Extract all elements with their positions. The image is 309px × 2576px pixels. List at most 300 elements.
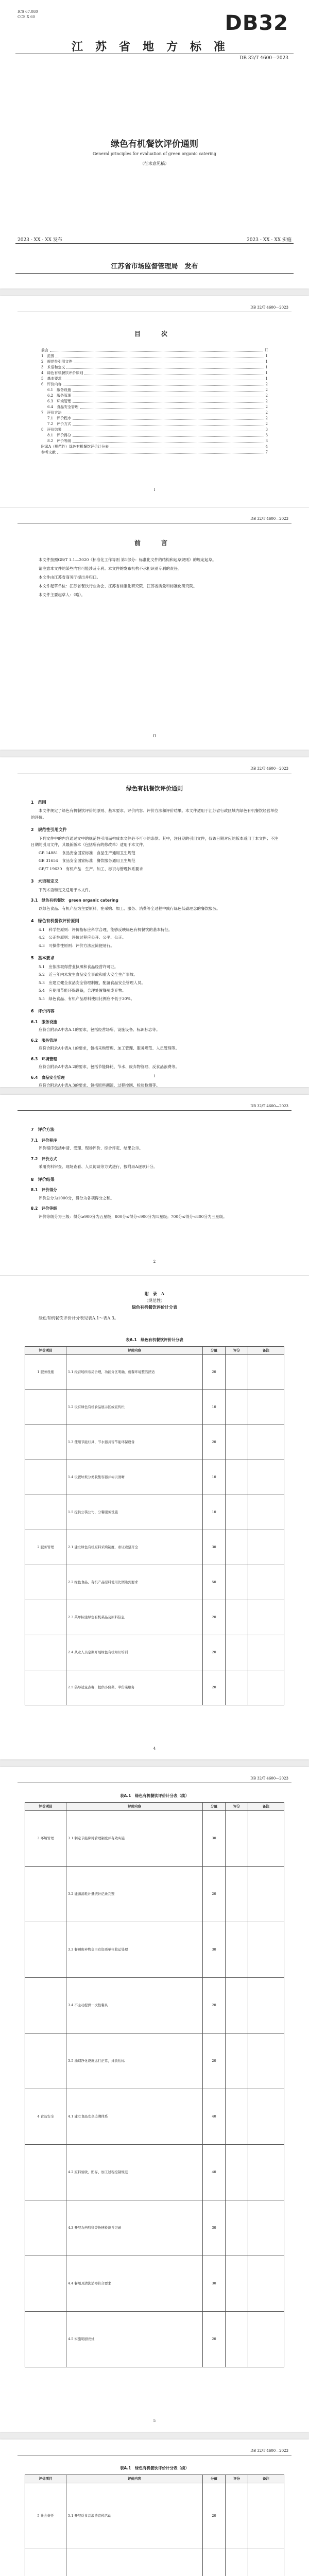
table-header-cell: 评分 (226, 1803, 248, 1811)
toc-item[interactable] (41, 421, 268, 427)
toc-item-page: 1 (265, 365, 268, 369)
paragraph: 以绿色食品、有机产品为主要原料，在采购、加工、服务、消费等全过程中践行绿色低碳理念的餐饮服务。 (39, 906, 220, 911)
table-row (25, 2200, 284, 2256)
subsection-heading: 6.1 服务设施 (31, 1019, 57, 1024)
table-row (25, 1390, 284, 1425)
header-rule (18, 1110, 291, 1111)
category-cell: 2 服务管理 (25, 1530, 66, 1565)
page-number: 4 (153, 1747, 156, 1751)
rating-cell[interactable] (226, 1635, 248, 1670)
item-cell: 3.4 不主动提供一次性餐具 (66, 1978, 203, 2033)
table-header-cell: 分值 (203, 1803, 226, 1811)
body-page-1 (0, 757, 309, 1087)
category-cell (25, 1425, 66, 1460)
remark-cell[interactable] (248, 1530, 284, 1565)
page-number: 1 (153, 1074, 156, 1078)
page-header-number: DB 32/T 4600—2023 (250, 1104, 288, 1108)
table-row (25, 1530, 284, 1565)
score-table (25, 2475, 284, 2576)
paragraph: 应符合附录A中表A.3的要求，包括原料溯源、过程控制、检验检测等。 (39, 1083, 160, 1087)
table-header-row (25, 1803, 284, 1811)
category-cell (25, 2145, 66, 2200)
item-cell: 1.2 设有绿色有机食品展示区或宣传栏 (66, 1390, 203, 1425)
paragraph: 评价等级分为三级：得分≥900分为五星级；800分≤得分<900分为四星级；700分≤得分<800分为三星级。 (39, 1214, 227, 1219)
toc-item-label: 4 绿色有机餐饮评价原则 (41, 371, 83, 375)
issuer: 江苏省市场监督管理局 发布 (111, 263, 198, 270)
paragraph: 下列文件中的内容通过文中的规范性引用而构成本文件必不可少的条款。其中，注日期的引用文件，仅该日期对应的版本适用于本文件；不注日期的引用文件，其最新版本（包括所有的修改单）适用于本文件。 (31, 836, 278, 847)
item-cell: 4.1 建立食品安全追溯体系 (66, 2089, 203, 2145)
toc-item[interactable] (41, 399, 268, 404)
table-row (25, 2145, 284, 2200)
category-cell (25, 2549, 66, 2576)
toc-item-label: 1 范围 (41, 354, 55, 358)
section-heading: 4 绿色有机餐饮评价原则 (31, 919, 79, 923)
toc-item-page: 4 (265, 445, 268, 449)
category-cell (25, 1390, 66, 1425)
annex-kind: （规范性） (144, 1298, 165, 1303)
toc-item-page: 2 (265, 411, 268, 415)
rating-cell[interactable] (226, 1565, 248, 1600)
item-cell: 3.1 制定节能降耗管理制度并有效实施 (66, 1811, 203, 1867)
toc-item-label: 参考文献 (41, 450, 56, 454)
reference: GB 14881 食品安全国家标准 食品生产通用卫生规范 (39, 850, 135, 855)
paragraph: 5.4 应使用节能环保设备，合理处置餐厨废弃物。 (39, 988, 126, 993)
implement-date: 2023 - XX - XX 实施 (247, 238, 291, 243)
item-cell: 4.3 开展农药残留等快速检测并记录 (66, 2200, 203, 2256)
remark-cell[interactable] (248, 1670, 284, 1705)
category-cell: 1 服务设施 (25, 1355, 66, 1390)
page-number: II (153, 734, 156, 738)
item-cell (66, 2549, 203, 2576)
toc-item-page: II (265, 348, 268, 352)
rating-cell[interactable] (226, 1867, 248, 1922)
table-row (25, 1811, 284, 1867)
annex-page-2 (0, 1767, 309, 2432)
table-header-cell: 分值 (203, 2475, 226, 2483)
section-heading: 7 评价方法 (31, 1127, 55, 1132)
table-row (25, 1355, 284, 1390)
subsection-heading: 8.1 评价得分 (31, 1188, 57, 1192)
toc-item[interactable] (41, 450, 268, 455)
table-row (25, 1670, 284, 1705)
table-row (25, 1600, 284, 1635)
paragraph: 应符合附录A中表A.1的要求，包括经营场所、设施设备、标识标志等。 (39, 1027, 160, 1032)
body-text (31, 1121, 278, 1222)
rating-cell[interactable] (226, 1425, 248, 1460)
toc-item-label: 6.2 服务管理 (47, 394, 72, 398)
paragraph: 本文件规定了绿色有机餐饮评价的原则、基本要求、评价内容、评价方法和评价结果。本文件适用于江苏省行政区域内绿色有机餐饮经营单位的评价。 (31, 808, 278, 820)
score-cell: 20 (203, 1355, 226, 1390)
category-cell (25, 1978, 66, 2033)
table-row (25, 1867, 284, 1922)
table-header-cell: 评价项目 (25, 1347, 66, 1355)
category-cell (25, 1635, 66, 1670)
db-code: DB32 (225, 11, 288, 35)
toc-item-page: 1 (265, 354, 268, 358)
category-cell: 5 社会责任 (25, 2483, 66, 2549)
table-header-cell: 评价项目 (25, 2475, 66, 2483)
section-heading: 3 术语和定义 (31, 879, 59, 884)
foreword-title: 前 言 (134, 539, 175, 547)
toc-item-label: 7.1 评价程序 (47, 416, 72, 420)
toc-item-page: 1 (265, 360, 268, 364)
rating-cell[interactable] (226, 1978, 248, 2033)
category-cell (25, 1922, 66, 1978)
section-heading: 8 评价结果 (31, 1177, 55, 1182)
toc-item-page: 2 (265, 416, 268, 420)
toc-item[interactable] (41, 404, 268, 410)
toc-item[interactable] (41, 433, 268, 438)
category-cell (25, 2312, 66, 2367)
rating-cell[interactable] (226, 1495, 248, 1530)
reference: GB 31654 食品安全国家标准 餐饮服务通用卫生规范 (39, 858, 135, 863)
page-header-number: DB 32/T 4600—2023 (250, 767, 288, 771)
toc-item-label: 8.2 评价等级 (47, 439, 72, 443)
rating-cell[interactable] (226, 1811, 248, 1867)
paragraph: 下列术语和定义适用于本文件。 (39, 887, 93, 892)
toc-list (41, 348, 268, 455)
table-header-cell: 评价项目 (25, 1803, 66, 1811)
page-header-number: DB 32/T 4600—2023 (250, 2449, 288, 2453)
score-cell: 30 (203, 2256, 226, 2312)
toc-item-page: 3 (265, 433, 268, 437)
paragraph: 应符合附录A中表A.1的要求，包括采购管理、加工管理、服务规范、人员管理等。 (39, 1046, 179, 1050)
rating-cell[interactable] (226, 1390, 248, 1425)
table-row (25, 1922, 284, 1978)
table-caption: 表A.1 绿色有机餐饮评价计分表（续） (119, 1793, 189, 1798)
table-header-cell: 评价内容 (66, 2475, 203, 2483)
table-row (25, 1565, 284, 1600)
score-cell: 40 (203, 2145, 226, 2200)
table-row (25, 2033, 284, 2089)
score-cell: 40 (203, 2089, 226, 2145)
page-header-number: DB 32/T 4600—2023 (250, 306, 288, 310)
item-cell: 1.5 提供公筷公勺、分餐服务设施 (66, 1495, 203, 1530)
table-header-cell: 备注 (248, 1803, 284, 1811)
paragraph: 评价程序包括申请、受理、现场评价、综合评定、结果公示。 (39, 1146, 143, 1150)
section-heading: 2 规范性引用文件 (31, 827, 67, 832)
toc-item[interactable] (41, 359, 268, 365)
page-number: 5 (153, 2419, 156, 2423)
subsection-heading: 6.2 服务管理 (31, 1038, 57, 1043)
reference: GB/T 19630 有机产品 生产、加工、标识与管理体系要求 (39, 866, 143, 871)
item-cell: 4.4 餐用具清洗消毒符合要求 (66, 2256, 203, 2312)
table-header-cell: 评价内容 (66, 1803, 203, 1811)
table-header-cell: 分值 (203, 1347, 226, 1355)
toc-item-page: 2 (265, 422, 268, 426)
rating-cell[interactable] (226, 2089, 248, 2145)
paragraph: 5.2 近三年内未发生食品安全事故和重大安全生产事故。 (39, 972, 138, 977)
paragraph: 应符合附录A中表A.2的要求，包括节能降耗、节水、废弃物管理、反食品浪费等。 (39, 1064, 179, 1069)
paragraph: 请注意本文件的某些内容可能涉及专利。本文件的发布机构不承担识别专利的责任。 (39, 566, 182, 571)
annex-intro: 绿色有机餐饮评价计分表见表A.1～表A.3。 (39, 1316, 118, 1320)
toc-item[interactable] (41, 387, 268, 393)
region-title: 江苏省地方标准 (71, 40, 237, 54)
table-header-row (25, 2475, 284, 2483)
paragraph: 本文件按照GB/T 1.1—2020《标准化工作导则 第1部分：标准化文件的结构和起草规则》的规定起草。 (39, 557, 216, 562)
toc-page (0, 296, 309, 750)
publish-date: 2023 - XX - XX 发布 (18, 238, 62, 243)
table-caption: 表A.1 绿色有机餐饮评价计分表 (126, 1337, 183, 1342)
body-text (31, 786, 278, 1087)
table-row (25, 2089, 284, 2145)
category-cell (25, 1565, 66, 1600)
category-cell (25, 1670, 66, 1705)
table-row (25, 2483, 284, 2549)
annex-title: 绿色有机餐饮评价计分表 (132, 1304, 177, 1310)
score-cell: 20 (203, 1670, 226, 1705)
page-break (0, 1275, 309, 1276)
toc-item[interactable] (41, 438, 268, 444)
item-cell: 2.5 倡导适量点餐，提供小份菜、半份菜服务 (66, 1670, 203, 1705)
remark-cell[interactable] (248, 1425, 284, 1460)
item-cell: 3.2 能源消耗计量统计记录完整 (66, 1867, 203, 1922)
item-cell: 2.4 从业人员定期开展绿色有机知识培训 (66, 1635, 203, 1670)
toc-item[interactable] (41, 376, 268, 382)
score-cell: 30 (203, 1530, 226, 1565)
score-cell: 20 (203, 1635, 226, 1670)
remark-cell[interactable] (248, 2256, 284, 2312)
divider (15, 273, 294, 274)
toc-item[interactable] (41, 393, 268, 399)
category-cell: 4 食品安全 (25, 2089, 66, 2145)
score-cell: 10 (203, 1495, 226, 1530)
category-cell (25, 2256, 66, 2312)
toc-item-page: 3 (265, 428, 268, 432)
page-header-number: DB 32/T 4600—2023 (250, 1776, 288, 1781)
item-cell: 1.3 使用节能灯具、节水器具等节能环保设备 (66, 1425, 203, 1460)
score-cell: 20 (203, 1867, 226, 1922)
toc-item-page: 2 (265, 388, 268, 392)
table-row (25, 2549, 284, 2576)
standard-number: DB 32/T 4600—2023 (239, 56, 288, 61)
rating-cell[interactable] (226, 2312, 248, 2367)
remark-cell[interactable] (248, 2145, 284, 2200)
paragraph: 5.1 应依法取得营业执照和食品经营许可证。 (39, 964, 118, 969)
annex-heading (31, 1291, 278, 1321)
toc-item-page: 2 (265, 405, 268, 409)
score-cell: 30 (203, 2200, 226, 2256)
toc-item-label: 6.4 食品安全管理 (47, 405, 79, 409)
toc-item-label: 8.1 评价得分 (47, 433, 72, 437)
toc-item-label: 5 基本要求 (41, 377, 62, 381)
toc-item[interactable] (41, 365, 268, 370)
annex-page-3 (0, 2439, 309, 2576)
paragraph: 4.2 公正性原则：评价过程应公开、公平、公正。 (39, 935, 126, 940)
item-cell: 2.2 绿色食品、有机产品原料使用比例达到要求 (66, 1565, 203, 1600)
body-title: 绿色有机餐饮评价通则 (126, 785, 183, 792)
table-row (25, 1978, 284, 2033)
category-cell (25, 2033, 66, 2089)
toc-item-page: 7 (265, 450, 268, 454)
table-row (25, 1495, 284, 1530)
score-cell: 20 (203, 2483, 226, 2549)
toc-item[interactable] (41, 427, 268, 433)
toc-item-page: 2 (265, 394, 268, 398)
subsection-heading: 7.2 评价方式 (31, 1156, 57, 1161)
remark-cell[interactable] (248, 2033, 284, 2089)
remark-cell[interactable] (248, 1922, 284, 1978)
toc-item[interactable] (41, 370, 268, 376)
paragraph: 评价总分为1000分，得分为各项得分之和。 (39, 1195, 114, 1200)
category-cell (25, 1460, 66, 1495)
toc-item-label: 7.2 评价方式 (47, 422, 72, 426)
rating-cell[interactable] (226, 2483, 248, 2549)
item-cell: 2.3 菜单标注绿色有机菜品及原料信息 (66, 1600, 203, 1635)
remark-cell[interactable] (248, 2089, 284, 2145)
standard-title: 绿色有机餐饮评价通则 (111, 139, 198, 149)
score-cell: 20 (203, 1425, 226, 1460)
table-row (25, 1460, 284, 1495)
toc-item-page: 2 (265, 382, 268, 386)
rating-cell[interactable] (226, 1670, 248, 1705)
toc-item-label: 前言 (41, 348, 48, 352)
item-cell: 4.5 实施明厨亮灶 (66, 2312, 203, 2367)
paragraph: 5.3 应建立健全食品安全管理制度，配备食品安全管理人员。 (39, 980, 145, 985)
score-cell: 20 (203, 2312, 226, 2367)
ics-code: ICS 67.080 CCS X 60 (18, 10, 38, 19)
item-cell: 2.1 建立绿色有机原料采购制度，索证索票齐全 (66, 1530, 203, 1565)
score-cell: 20 (203, 1978, 226, 2033)
remark-cell[interactable] (248, 2312, 284, 2367)
remark-cell[interactable] (248, 2483, 284, 2549)
toc-item[interactable] (41, 410, 268, 416)
rating-cell[interactable] (226, 1600, 248, 1635)
table-row (25, 2312, 284, 2367)
score-cell: 10 (203, 1390, 226, 1425)
rating-cell[interactable] (226, 2145, 248, 2200)
rating-cell[interactable] (226, 1355, 248, 1390)
table-header-cell: 备注 (248, 2475, 284, 2483)
toc-item[interactable] (41, 444, 268, 450)
toc-item[interactable] (41, 416, 268, 421)
table-header-row (25, 1347, 284, 1355)
toc-item-label: 2 规范性引用文件 (41, 360, 73, 364)
toc-title: 目 次 (134, 330, 175, 337)
score-cell: 30 (203, 1811, 226, 1867)
category-cell (25, 1867, 66, 1922)
toc-item-label: 3 术语和定义 (41, 365, 65, 369)
remark-cell[interactable] (248, 1390, 284, 1425)
score-cell: 50 (203, 1565, 226, 1600)
draft-label: （征求意见稿） (140, 161, 169, 166)
remark-cell[interactable] (248, 1495, 284, 1530)
paragraph: 5.5 绿色食品、有机产品原料使用比例应不低于30%。 (39, 996, 135, 1001)
paragraph: 4.1 科学性原则：评价指标应科学合理，能够反映绿色有机餐饮的基本特征。 (39, 927, 173, 932)
rating-cell[interactable] (226, 2256, 248, 2312)
score-table (25, 1802, 284, 2367)
divider (15, 243, 294, 244)
remark-cell[interactable] (248, 1565, 284, 1600)
table-caption: 表A.1 绿色有机餐饮评价计分表（续） (119, 2466, 189, 2470)
paragraph: 本文件主要起草人：（略）。 (39, 592, 85, 597)
rating-cell[interactable] (226, 2549, 248, 2576)
item-cell: 1.1 经营场所布局合理，功能分区明确，就餐环境整洁舒适 (66, 1355, 203, 1390)
paragraph: 本文件由江苏省商务厅提出并归口。 (39, 575, 100, 580)
score-table (25, 1346, 284, 1705)
subsection-heading: 6.3 环境管理 (31, 1056, 57, 1061)
remark-cell[interactable] (248, 2549, 284, 2576)
table-header-cell: 备注 (248, 1347, 284, 1355)
category-cell (25, 1600, 66, 1635)
toc-item-label: 6 评价内容 (41, 382, 62, 386)
item-cell: 5.1 开展反食品浪费宣传活动 (66, 2483, 203, 2549)
toc-item-label: 6.3 环境管理 (47, 399, 72, 403)
score-cell: 20 (203, 1600, 226, 1635)
score-cell (203, 2549, 226, 2576)
toc-item-page: 1 (265, 371, 268, 375)
item-cell: 1.4 设置垃圾分类收集容器并标识清晰 (66, 1460, 203, 1495)
score-cell: 20 (203, 2033, 226, 2089)
subsection-heading: 6.4 食品安全管理 (31, 1075, 65, 1080)
table-row (25, 2256, 284, 2312)
foreword-body (31, 556, 278, 600)
item-cell: 4.2 原料验收、贮存、加工过程控制规范 (66, 2145, 203, 2200)
rating-cell[interactable] (226, 1460, 248, 1495)
remark-cell[interactable] (248, 1355, 284, 1390)
category-cell (25, 1495, 66, 1530)
page-break (0, 507, 309, 508)
remark-cell[interactable] (248, 1460, 284, 1495)
toc-item-page: 3 (265, 439, 268, 443)
term-heading: 3.1 绿色有机餐饮 green organic catering (31, 898, 118, 903)
paragraph: 4.3 可操作性原则：评价方法应简便易行。 (39, 943, 114, 948)
rating-cell[interactable] (226, 2200, 248, 2256)
toc-item-label: 8 评价结果 (41, 428, 62, 432)
cover-page (0, 0, 309, 289)
body-page-2 (0, 1095, 309, 1759)
category-cell (25, 2200, 66, 2256)
toc-item-label: 7 评价方法 (41, 411, 62, 415)
page-number: I (153, 488, 156, 492)
table-header-cell: 评分 (226, 2475, 248, 2483)
toc-item-page: 2 (265, 399, 268, 403)
score-cell: 30 (203, 1922, 226, 1978)
toc-item[interactable] (41, 348, 268, 353)
paragraph: 采用资料审查、现场查看、人员访谈等方式进行，按附录A逐项计分。 (39, 1164, 158, 1169)
table-row (25, 1425, 284, 1460)
remark-cell[interactable] (248, 1600, 284, 1635)
table-header-cell: 评分 (226, 1347, 248, 1355)
table-header-cell: 评价内容 (66, 1347, 203, 1355)
subsection-heading: 7.1 评价程序 (31, 1138, 57, 1143)
rating-cell[interactable] (226, 2033, 248, 2089)
remark-cell[interactable] (248, 2200, 284, 2256)
page-header-number: DB 32/T 4600—2023 (250, 517, 288, 521)
toc-item[interactable] (41, 353, 268, 359)
section-heading: 5 基本要求 (31, 956, 55, 960)
remark-cell[interactable] (248, 1635, 284, 1670)
annex-label: 附 录 A (144, 1291, 165, 1296)
rating-cell[interactable] (226, 1922, 248, 1978)
section-heading: 1 范围 (31, 800, 46, 805)
paragraph: 本文件起草单位：江苏省餐饮行业协会、江苏省标准化研究院、江苏省质量和标准化研究院。 (39, 584, 197, 588)
category-cell: 3 环境管理 (25, 1811, 66, 1867)
toc-item-label: 附录A（规范性）绿色有机餐饮评价计分表 (41, 445, 109, 449)
toc-item-page: 1 (265, 377, 268, 381)
table-row (25, 1635, 284, 1670)
standard-title-en: General principles for evaluation of green organic catering (93, 151, 216, 156)
rating-cell[interactable] (226, 1530, 248, 1565)
section-heading: 6 评价内容 (31, 1009, 55, 1013)
remark-cell[interactable] (248, 1867, 284, 1922)
subsection-heading: 8.2 评价等级 (31, 1206, 57, 1211)
remark-cell[interactable] (248, 1811, 284, 1867)
remark-cell[interactable] (248, 1978, 284, 2033)
score-cell: 10 (203, 1460, 226, 1495)
toc-item[interactable] (41, 382, 268, 387)
item-cell: 3.5 油烟净化设施运行正常，排放达标 (66, 2033, 203, 2089)
